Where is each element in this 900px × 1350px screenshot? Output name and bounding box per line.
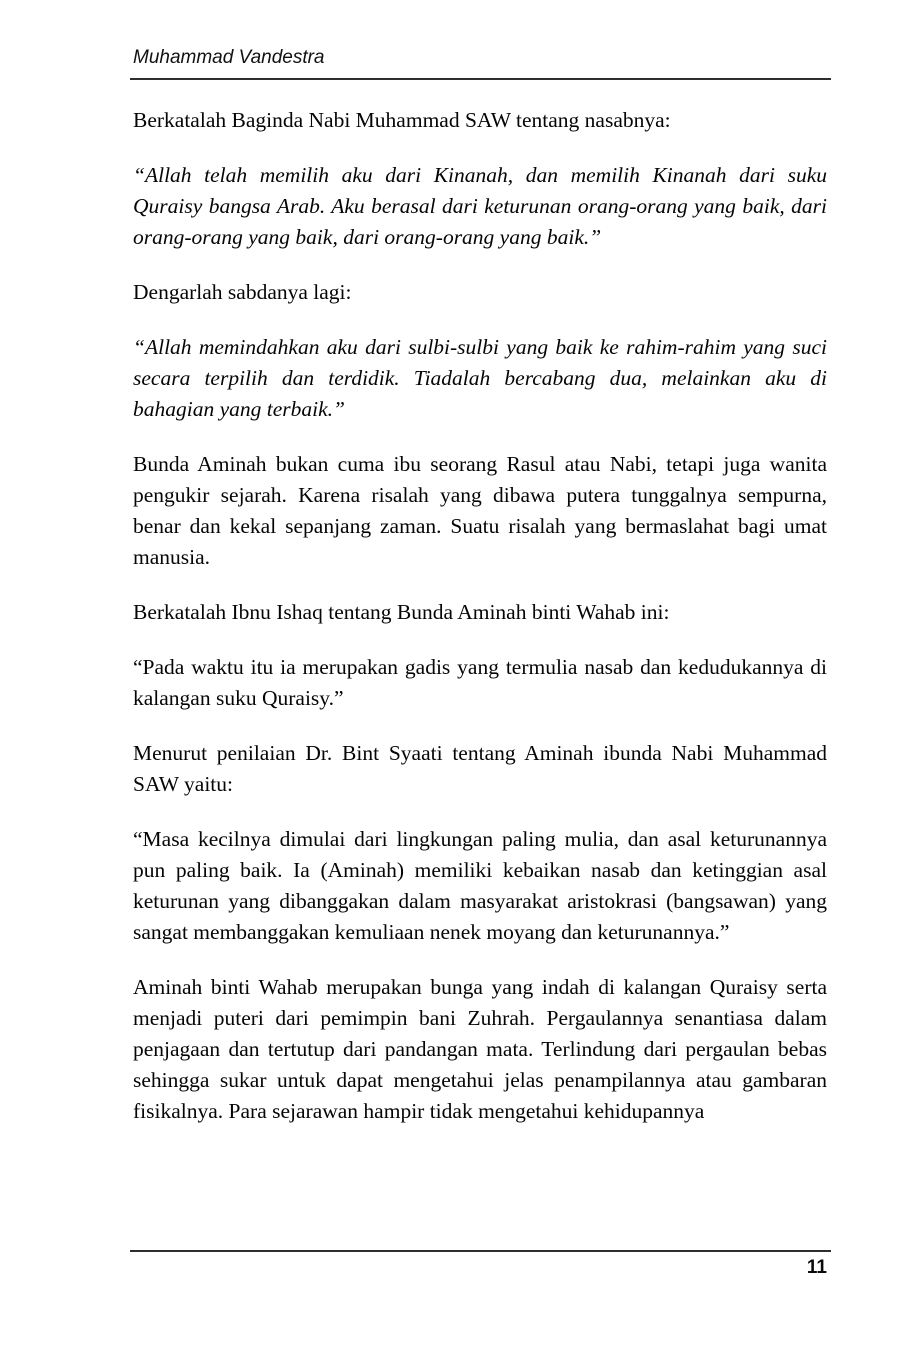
- paragraph-quote-sulbi: “Allah memindahkan aku dari sulbi-sulbi yang baik ke rahim-rahim yang suci secara terpilih dan terdidik. Tiadalah bercabang dua, melainkan aku di bahagian yang terbaik.”: [133, 335, 827, 421]
- page-number: 11: [806, 1257, 827, 1278]
- paragraph-aminah-binti-wahab: Aminah binti Wahab merupakan bunga yang indah di kalangan Quraisy serta menjadi puteri dari pemimpin bani Zuhrah. Pergaulannya senantiasa dalam penjagaan dan tertutup dari pandangan mata. Terlindung dari pergaulan bebas sehingga sukar untuk dapat mengetahui jelas penampilannya atau gambaran fisikalnya. Para sejarawan hampir tidak mengetahui kehidupannya: [133, 975, 827, 1123]
- paragraph-quote-masa-kecil: “Masa kecilnya dimulai dari lingkungan paling mulia, dan asal keturunannya pun paling baik. Ia (Aminah) memiliki kebaikan nasab dan ketinggian asal keturunan yang dibanggakan dalam masyarakat aristokrasi (bangsawan) yang sangat membanggakan kemuliaan nenek moyang dan keturunannya.”: [133, 827, 827, 944]
- paragraph-lead-in-sabda: Dengarlah sabdanya lagi:: [133, 280, 352, 304]
- paragraph-quote-kinanah: “Allah telah memilih aku dari Kinanah, dan memilih Kinanah dari suku Quraisy bangsa Arab. Aku berasal dari keturunan orang-orang yang baik, dari orang-orang yang baik, dari orang-orang yang baik.”: [133, 163, 827, 249]
- paragraph-lead-in-bint-syaati: Menurut penilaian Dr. Bint Syaati tentang Aminah ibunda Nabi Muhammad SAW yaitu:: [133, 741, 827, 796]
- paragraph-lead-in-ibnu-ishaq: Berkatalah Ibnu Ishaq tentang Bunda Aminah binti Wahab ini:: [133, 600, 670, 624]
- paragraph-lead-in-nasab: Berkatalah Baginda Nabi Muhammad SAW tentang nasabnya:: [133, 108, 671, 132]
- page-body: [133, 105, 827, 1151]
- running-header-author: Muhammad Vandestra: [133, 47, 325, 68]
- footer-divider: [130, 1250, 831, 1252]
- header-divider: [130, 78, 831, 80]
- paragraph-quote-gadis-termulia: “Pada waktu itu ia merupakan gadis yang termulia nasab dan kedudukannya di kalangan suku Quraisy.”: [133, 655, 827, 710]
- paragraph-bunda-aminah: Bunda Aminah bukan cuma ibu seorang Rasul atau Nabi, tetapi juga wanita pengukir sejarah. Karena risalah yang dibawa putera tunggalnya sempurna, benar dan kekal sepanjang zaman. Suatu risalah yang bermaslahat bagi umat manusia.: [133, 452, 827, 569]
